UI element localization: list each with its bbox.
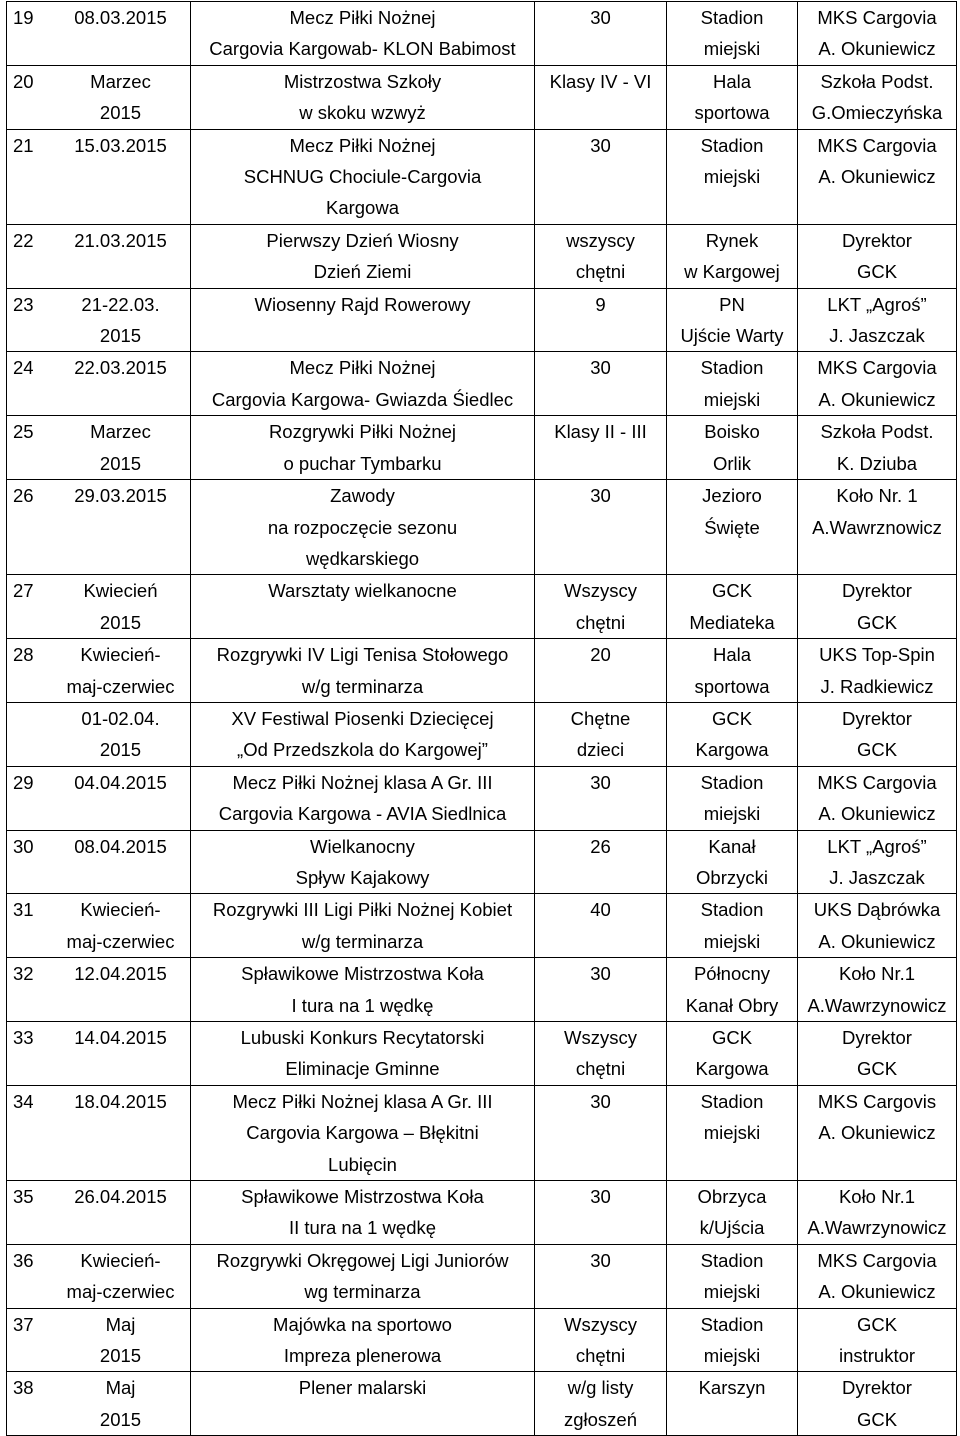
event-name-cell: Spławikowe Mistrzostwa Koła II tura na 1 wędkę xyxy=(191,1181,535,1245)
date-cell xyxy=(7,129,191,224)
row-number: 32 xyxy=(13,963,34,985)
participants-cell: 26 xyxy=(535,830,667,894)
table-row xyxy=(7,766,957,830)
venue-cell: Stadion miejski xyxy=(667,1085,798,1180)
date-cell xyxy=(7,1244,191,1308)
organizer-cell: Dyrektor GCK xyxy=(798,575,957,639)
event-name-cell: Zawody na rozpoczęcie sezonu wędkarskiego xyxy=(191,480,535,575)
venue-cell: Stadion miejski xyxy=(667,1308,798,1372)
event-name-cell: Plener malarski xyxy=(191,1372,535,1436)
row-number: 20 xyxy=(13,70,34,92)
venue-cell: Stadion miejski xyxy=(667,894,798,958)
organizer-cell: Dyrektor GCK xyxy=(798,1022,957,1086)
table-row xyxy=(7,288,957,352)
event-date: Kwiecień- maj-czerwiec xyxy=(66,899,175,952)
organizer-cell: Koło Nr.1 A.Wawrzynowicz xyxy=(798,958,957,1022)
event-date: 22.03.2015 xyxy=(74,357,167,379)
row-number: 30 xyxy=(13,835,34,857)
participants-cell: 30 xyxy=(535,129,667,224)
venue-cell: GCK Kargowa xyxy=(667,702,798,766)
event-date: Kwiecień- maj-czerwiec xyxy=(66,644,175,697)
row-number xyxy=(7,703,51,766)
row-number: 27 xyxy=(13,580,34,602)
venue-cell: Północny Kanał Obry xyxy=(667,958,798,1022)
organizer-cell: GCK instruktor xyxy=(798,1308,957,1372)
table-row xyxy=(7,639,957,703)
organizer-cell: MKS Cargovia A. Okuniewicz xyxy=(798,766,957,830)
venue-cell: Stadion miejski xyxy=(667,352,798,416)
event-date: Kwiecień 2015 xyxy=(83,580,158,633)
date-cell xyxy=(7,639,191,703)
event-date: 12.04.2015 xyxy=(74,963,167,985)
row-number: 29 xyxy=(13,771,34,793)
event-name-cell: Mecz Piłki Nożnej SCHNUG Chociule-Cargovia Kargowa xyxy=(191,129,535,224)
organizer-cell: Szkoła Podst. K. Dziuba xyxy=(798,416,957,480)
table-row xyxy=(7,129,957,224)
table-row xyxy=(7,224,957,288)
table-row xyxy=(7,1085,957,1180)
event-name-cell: Mecz Piłki Nożnej klasa A Gr. III Cargovia Kargowa - AVIA Siedlnica xyxy=(191,766,535,830)
venue-cell: GCK Mediateka xyxy=(667,575,798,639)
date-cell xyxy=(7,224,191,288)
organizer-cell: MKS Cargovia A. Okuniewicz xyxy=(798,2,957,66)
event-date: 14.04.2015 xyxy=(74,1027,167,1048)
organizer-cell: UKS Dąbrówka A. Okuniewicz xyxy=(798,894,957,958)
event-date: 08.04.2015 xyxy=(74,835,167,857)
date-cell xyxy=(7,2,191,66)
participants-cell: 30 xyxy=(535,1085,667,1180)
date-cell xyxy=(7,766,191,830)
participants-cell: 30 xyxy=(535,766,667,830)
row-number: 26 xyxy=(13,485,34,507)
table-row xyxy=(7,1308,957,1372)
venue-cell: Jezioro Święte xyxy=(667,480,798,575)
event-name-cell: Mecz Piłki Nożnej Cargovia Kargowab- KLON Babimost xyxy=(191,2,535,66)
participants-cell: 30 xyxy=(535,1181,667,1245)
participants-cell: wszyscy chętni xyxy=(535,224,667,288)
venue-cell: Karszyn xyxy=(667,1372,798,1436)
venue-cell: PN Ujście Warty xyxy=(667,288,798,352)
venue-cell: Hala sportowa xyxy=(667,639,798,703)
date-cell xyxy=(7,1181,191,1245)
organizer-cell: Koło Nr. 1 A.Wawrznowicz xyxy=(798,480,957,575)
date-cell xyxy=(7,830,191,894)
participants-cell: 30 xyxy=(535,1244,667,1308)
table-row xyxy=(7,1181,957,1245)
event-date: 26.04.2015 xyxy=(74,1186,167,1208)
venue-cell: Stadion miejski xyxy=(667,766,798,830)
venue-cell: Stadion miejski xyxy=(667,129,798,224)
table-row xyxy=(7,958,957,1022)
venue-cell: Obrzyca k/Ujścia xyxy=(667,1181,798,1245)
date-cell xyxy=(7,1022,191,1086)
event-date: 29.03.2015 xyxy=(74,485,167,507)
event-date: Marzec 2015 xyxy=(90,421,151,474)
event-name-cell: Rozgrywki III Ligi Piłki Nożnej Kobiet w/g terminarza xyxy=(191,894,535,958)
date-cell xyxy=(7,416,191,480)
row-number: 28 xyxy=(13,644,34,666)
event-name-cell: Mecz Piłki Nożnej Cargovia Kargowa- Gwiazda Śiedlec xyxy=(191,352,535,416)
organizer-cell: LKT „Agroś” J. Jaszczak xyxy=(798,830,957,894)
table-row xyxy=(7,1244,957,1308)
table-row xyxy=(7,1372,957,1436)
event-date: 04.04.2015 xyxy=(74,771,167,793)
event-name-cell: Rozgrywki IV Ligi Tenisa Stołowego w/g terminarza xyxy=(191,639,535,703)
participants-cell: 30 xyxy=(535,2,667,66)
event-date: Marzec 2015 xyxy=(90,70,151,124)
organizer-cell: Dyrektor GCK xyxy=(798,702,957,766)
date-cell xyxy=(7,65,191,129)
row-number: 37 xyxy=(13,1313,34,1335)
venue-cell: Boisko Orlik xyxy=(667,416,798,480)
table-row xyxy=(7,480,957,575)
organizer-cell: MKS Cargovis A. Okuniewicz xyxy=(798,1085,957,1180)
organizer-cell: MKS Cargovia A. Okuniewicz xyxy=(798,352,957,416)
date-cell xyxy=(7,702,191,766)
participants-cell: 9 xyxy=(535,288,667,352)
date-cell xyxy=(7,352,191,416)
organizer-cell: Koło Nr.1 A.Wawrzynowicz xyxy=(798,1181,957,1245)
row-number: 22 xyxy=(13,229,34,251)
date-cell xyxy=(7,894,191,958)
table-row xyxy=(7,352,957,416)
row-number: 25 xyxy=(13,421,34,443)
event-name-cell: Majówka na sportowo Impreza plenerowa xyxy=(191,1308,535,1372)
participants-cell: Klasy IV - VI xyxy=(535,65,667,129)
venue-cell: GCK Kargowa xyxy=(667,1022,798,1086)
row-number: 33 xyxy=(13,1027,34,1048)
date-cell xyxy=(7,575,191,639)
table-row xyxy=(7,65,957,129)
participants-cell: Chętne dzieci xyxy=(535,702,667,766)
event-name-cell: Pierwszy Dzień Wiosny Dzień Ziemi xyxy=(191,224,535,288)
venue-cell: Hala sportowa xyxy=(667,65,798,129)
date-cell xyxy=(7,1308,191,1372)
row-number: 24 xyxy=(13,357,34,379)
event-name-cell: Rozgrywki Piłki Nożnej o puchar Tymbarku xyxy=(191,416,535,480)
events-table xyxy=(6,1,957,1436)
venue-cell: Stadion miejski xyxy=(667,1244,798,1308)
organizer-cell: MKS Cargovia A. Okuniewicz xyxy=(798,129,957,224)
organizer-cell: UKS Top-Spin J. Radkiewicz xyxy=(798,639,957,703)
participants-cell: 20 xyxy=(535,639,667,703)
event-name-cell: Rozgrywki Okręgowej Ligi Juniorów wg terminarza xyxy=(191,1244,535,1308)
row-number: 19 xyxy=(13,7,34,28)
event-name-cell: Lubuski Konkurs Recytatorski Eliminacje Gminne xyxy=(191,1022,535,1086)
organizer-cell: Dyrektor GCK xyxy=(798,224,957,288)
table-row xyxy=(7,2,957,66)
table-row xyxy=(7,894,957,958)
event-name-cell: Mistrzostwa Szkoły w skoku wzwyż xyxy=(191,65,535,129)
participants-cell: Wszyscy chętni xyxy=(535,1022,667,1086)
participants-cell: 30 xyxy=(535,958,667,1022)
row-number: 35 xyxy=(13,1186,34,1208)
event-name-cell: Warsztaty wielkanocne xyxy=(191,575,535,639)
venue-cell: Kanał Obrzycki xyxy=(667,830,798,894)
participants-cell: 40 xyxy=(535,894,667,958)
organizer-cell: LKT „Agroś” J. Jaszczak xyxy=(798,288,957,352)
events-table-body xyxy=(7,2,957,1436)
event-name-cell: Mecz Piłki Nożnej klasa A Gr. III Cargovia Kargowa – Błękitni Lubięcin xyxy=(191,1085,535,1180)
participants-cell: 30 xyxy=(535,480,667,575)
event-date: 01-02.04. 2015 xyxy=(81,707,160,761)
row-number: 31 xyxy=(13,899,34,921)
row-number: 21 xyxy=(13,134,34,156)
event-date: Kwiecień- maj-czerwiec xyxy=(66,1249,175,1303)
participants-cell: w/g listy zgłoszeń xyxy=(535,1372,667,1436)
venue-cell: Rynek w Kargowej xyxy=(667,224,798,288)
organizer-cell: Szkoła Podst. G.Omieczyńska xyxy=(798,65,957,129)
row-number: 23 xyxy=(13,293,34,315)
participants-cell: Wszyscy chętni xyxy=(535,1308,667,1372)
event-date: 21.03.2015 xyxy=(74,229,167,251)
event-date: 21-22.03. 2015 xyxy=(81,293,160,347)
row-number: 36 xyxy=(13,1249,34,1271)
organizer-cell: MKS Cargovia A. Okuniewicz xyxy=(798,1244,957,1308)
row-number: 38 xyxy=(13,1377,34,1399)
table-row xyxy=(7,575,957,639)
event-date: 08.03.2015 xyxy=(74,7,167,28)
event-date: Maj 2015 xyxy=(99,1377,142,1430)
row-number: 34 xyxy=(13,1090,34,1112)
participants-cell: Wszyscy chętni xyxy=(535,575,667,639)
table-row xyxy=(7,1022,957,1086)
organizer-cell: Dyrektor GCK xyxy=(798,1372,957,1436)
event-name-cell: Wielkanocny Spływ Kajakowy xyxy=(191,830,535,894)
event-name-cell: XV Festiwal Piosenki Dziecięcej „Od Przedszkola do Kargowej” xyxy=(191,702,535,766)
event-date: 18.04.2015 xyxy=(74,1090,167,1112)
date-cell xyxy=(7,288,191,352)
event-date: 15.03.2015 xyxy=(74,134,167,156)
date-cell xyxy=(7,1372,191,1436)
date-cell xyxy=(7,958,191,1022)
event-name-cell: Spławikowe Mistrzostwa Koła I tura na 1 wędkę xyxy=(191,958,535,1022)
table-row xyxy=(7,416,957,480)
venue-cell: Stadion miejski xyxy=(667,2,798,66)
table-row xyxy=(7,830,957,894)
event-date: Maj 2015 xyxy=(99,1313,142,1367)
event-name-cell: Wiosenny Rajd Rowerowy xyxy=(191,288,535,352)
date-cell xyxy=(7,480,191,575)
table-row xyxy=(7,702,957,766)
participants-cell: 30 xyxy=(535,352,667,416)
date-cell xyxy=(7,1085,191,1180)
participants-cell: Klasy II - III xyxy=(535,416,667,480)
